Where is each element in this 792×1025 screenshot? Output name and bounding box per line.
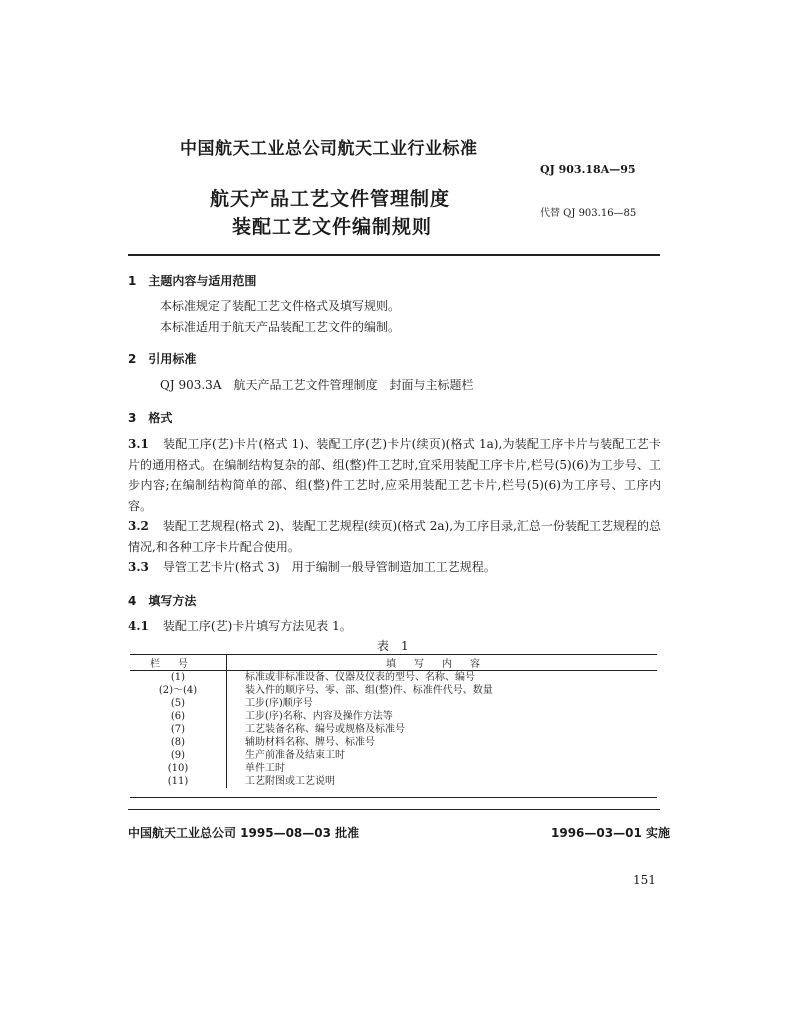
field-content-cell: 工步(序)顺序号 (245, 698, 313, 709)
table-row (130, 697, 657, 710)
page-number: 151 (633, 873, 656, 887)
table-caption: 表 1 (377, 639, 409, 653)
column-header-field-no: 栏号 (130, 655, 227, 671)
clause-3-2 (128, 516, 661, 557)
table-row (130, 749, 657, 762)
clause-3-3 (128, 557, 661, 578)
replaces-note: 代替 QJ 903.16—85 (540, 208, 637, 219)
field-content-cell: 单件工时 (245, 763, 285, 774)
clause-3-3-text: 导管工艺卡片(格式 3) 用于编制一般导管制造加工工艺规程。 (162, 560, 496, 574)
field-number-cell: (7) (130, 723, 227, 736)
clause-4-1-text: 装配工序(艺)卡片填写方法见表 1。 (162, 619, 352, 633)
field-content-cell: 生产前准备及结束工时 (245, 750, 345, 761)
field-number-cell: (8) (130, 736, 227, 749)
field-content-cell: 工艺装备名称、编号或规格及标准号 (245, 724, 405, 735)
standard-code: QJ 903.18A—95 (540, 163, 636, 176)
field-content-cell: 装入件的顺序号、零、部、组(整)件、标准件代号、数量 (245, 685, 493, 696)
table-row (130, 775, 657, 788)
table-bottom-rule (130, 797, 657, 798)
org-standard-title: 中国航天工业总公司航天工业行业标准 (180, 139, 478, 159)
section-4-heading: 4 填写方法 (128, 594, 197, 608)
table-row (130, 710, 657, 723)
column-header-content: 填写内容 (227, 655, 658, 671)
table-row (130, 736, 657, 749)
field-content-cell: 标准或非标准设备、仪器及仪表的型号、名称、编号 (245, 672, 475, 683)
field-number-cell: (5) (130, 697, 227, 710)
field-number-cell: (10) (130, 762, 227, 775)
clause-3-1 (128, 434, 661, 516)
effective-date: 1996—03—01 实施 (551, 826, 670, 840)
section-1-para-2: 本标准适用于航天产品装配工艺文件的编制。 (160, 320, 401, 334)
field-number-cell: (9) (130, 749, 227, 762)
header-divider (128, 254, 660, 256)
field-content-cell: 工步(序)名称、内容及操作方法等 (245, 711, 393, 722)
table-header-row (130, 655, 657, 671)
table-row (130, 723, 657, 736)
table-row (130, 762, 657, 775)
document-title-line2: 装配工艺文件编制规则 (232, 216, 433, 238)
field-number-cell: (6) (130, 710, 227, 723)
referenced-standard: QJ 903.3A 航天产品工艺文件管理制度 封面与主标题栏 (160, 378, 474, 392)
section-2-heading: 2 引用标准 (128, 352, 197, 366)
table-row (130, 671, 657, 685)
approval-note: 中国航天工业总公司 1995—08—03 批准 (128, 826, 360, 840)
clause-3-2-text: 装配工艺规程(格式 2)、装配工艺规程(续页)(格式 2a),为工序目录,汇总一份装配工艺规程的总情况,和各种工序卡片配合使用。 (128, 519, 661, 554)
clause-3-1-number: 3.1 (128, 437, 149, 451)
clause-4-1-number: 4.1 (128, 619, 149, 633)
footer-divider (128, 809, 660, 810)
field-content-cell: 工艺附图或工艺说明 (245, 776, 335, 787)
field-number-cell: (2)～(4) (130, 684, 227, 697)
table-1 (130, 655, 657, 788)
field-number-cell: (1) (130, 671, 227, 685)
section-3-heading: 3 格式 (128, 411, 173, 425)
field-content-cell: 辅助材料名称、牌号、标准号 (245, 737, 375, 748)
section-1-para-1: 本标准规定了装配工艺文件格式及填写规则。 (160, 299, 401, 313)
field-number-cell: (11) (130, 775, 227, 788)
table-row (130, 684, 657, 697)
clause-3-2-number: 3.2 (128, 519, 149, 533)
clause-4-1 (128, 616, 661, 637)
clause-3-3-number: 3.3 (128, 560, 149, 574)
clause-3-1-text: 装配工序(艺)卡片(格式 1)、装配工序(艺)卡片(续页)(格式 1a),为装配工序卡片与装配工艺卡片的通用格式。在编制结构复杂的部、组(整)件工艺时,宜采用装配工序卡片,栏号(5)(6)为工步号、工步内容;在编制结构简单的部、组(整)件工艺时,应采用装配工艺卡片,栏号(5)(6)为工序号、工序内容。 (128, 437, 661, 513)
section-1-heading: 1 主题内容与适用范围 (128, 274, 257, 288)
document-title-line1: 航天产品工艺文件管理制度 (210, 188, 451, 210)
